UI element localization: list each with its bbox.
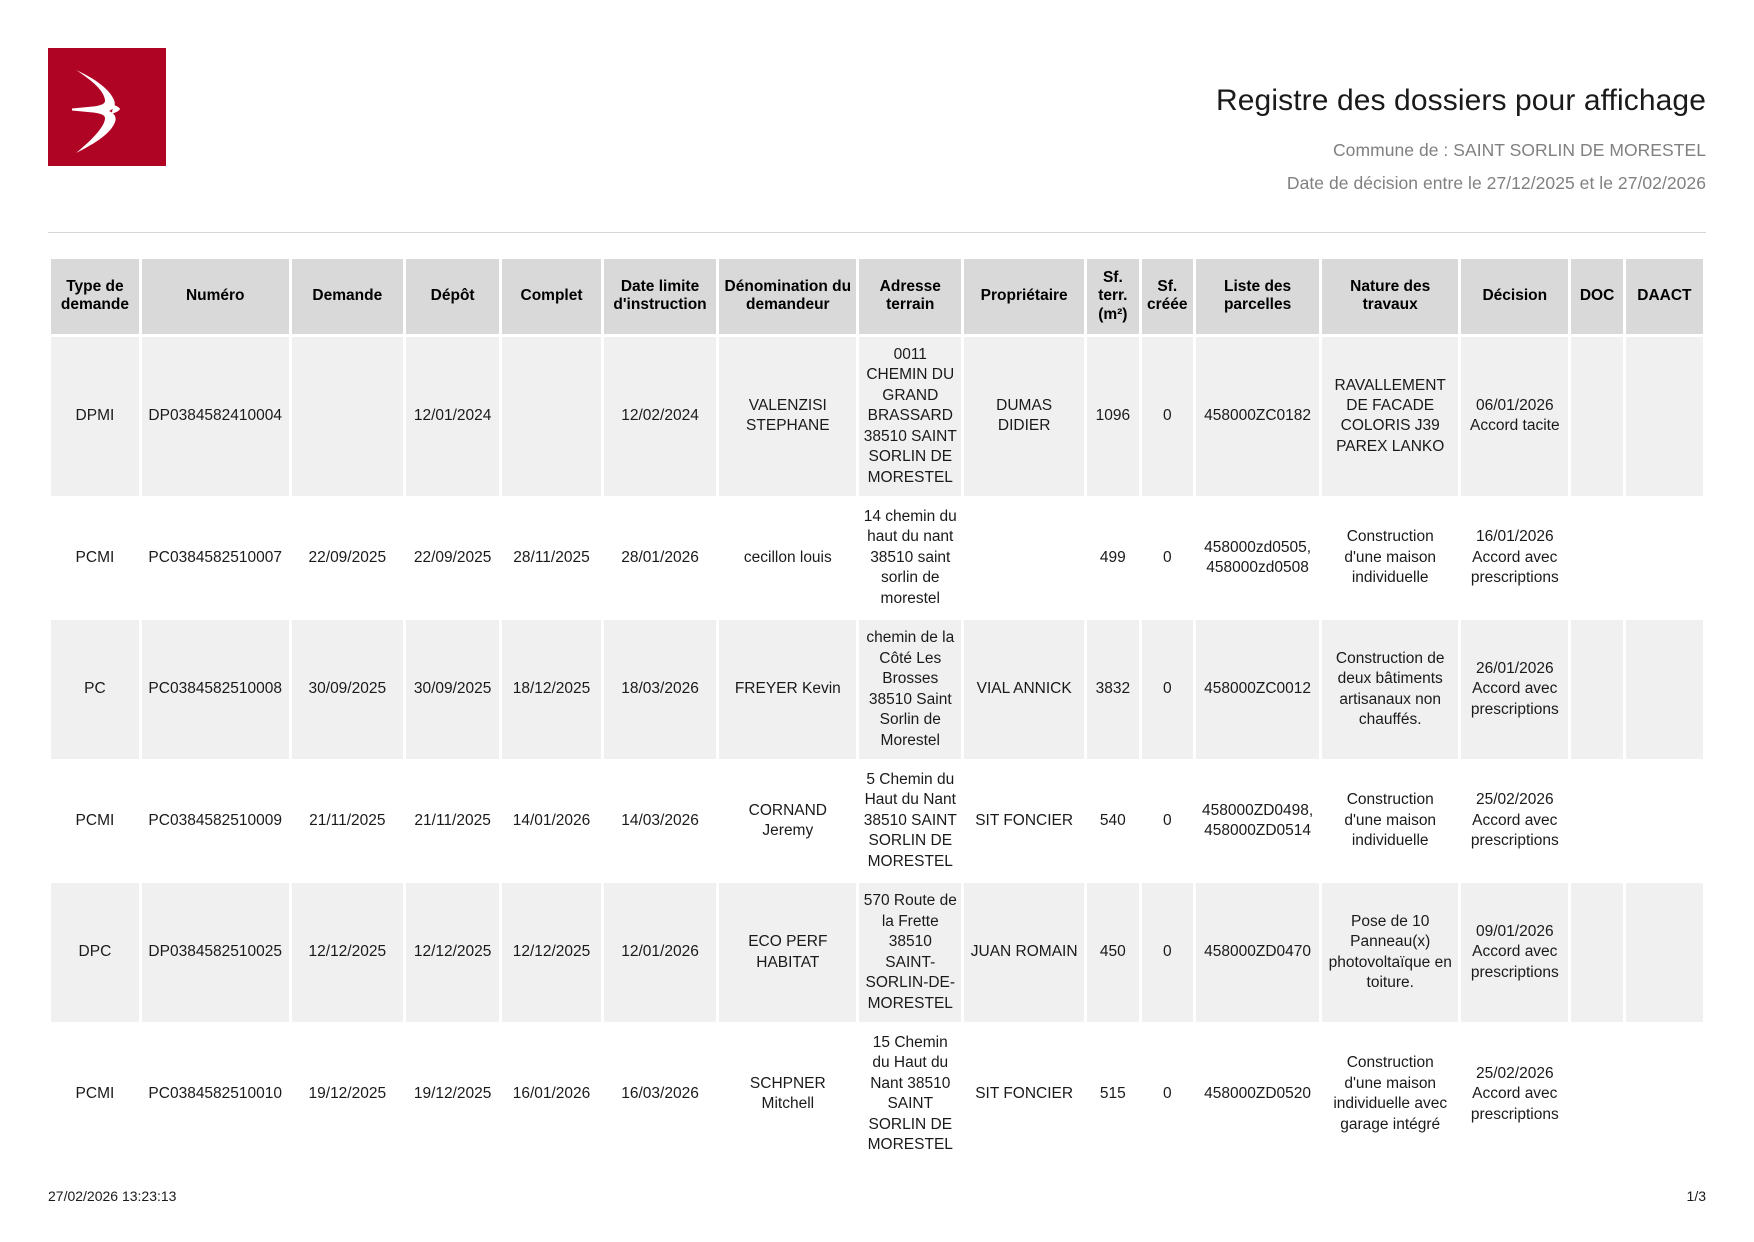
cell-surface-creee: 0 — [1142, 620, 1193, 759]
cell-doc — [1571, 762, 1622, 880]
cell-nature-travaux: Construction d'une maison individuelle avec garage intégré — [1322, 1025, 1458, 1164]
cell-nature-travaux: Construction d'une maison individuelle — [1322, 499, 1458, 617]
cell-numero: DP0384582510025 — [142, 883, 289, 1022]
table-row — [51, 762, 1703, 880]
cell-daact — [1626, 1025, 1703, 1164]
cell-numero: PC0384582510009 — [142, 762, 289, 880]
column-header-numero: Numéro — [142, 259, 289, 334]
cell-complet: 12/12/2025 — [502, 883, 601, 1022]
cell-proprietaire: VIAL ANNICK — [964, 620, 1084, 759]
cell-decision: 09/01/2026 Accord avec prescriptions — [1461, 883, 1568, 1022]
cell-numero: PC0384582510007 — [142, 499, 289, 617]
cell-type-demande: DPMI — [51, 337, 139, 496]
table-row — [51, 620, 1703, 759]
cell-surface-terrain: 515 — [1087, 1025, 1138, 1164]
cell-proprietaire: JUAN ROMAIN — [964, 883, 1084, 1022]
cell-depot: 22/09/2025 — [406, 499, 499, 617]
cell-complet: 16/01/2026 — [502, 1025, 601, 1164]
cell-date-limite: 28/01/2026 — [604, 499, 716, 617]
cell-nature-travaux: Construction d'une maison individuelle — [1322, 762, 1458, 880]
column-header-adresse-terrain: Adresse terrain — [859, 259, 961, 334]
cell-proprietaire: SIT FONCIER — [964, 1025, 1084, 1164]
cell-surface-creee: 0 — [1142, 883, 1193, 1022]
cell-complet: 14/01/2026 — [502, 762, 601, 880]
cell-denomination: cecillon louis — [719, 499, 856, 617]
table-header-row — [51, 259, 1703, 334]
cell-decision: 16/01/2026 Accord avec prescriptions — [1461, 499, 1568, 617]
cell-parcelles: 458000ZC0182 — [1196, 337, 1319, 496]
cell-surface-terrain: 1096 — [1087, 337, 1138, 496]
cell-adresse: 14 chemin du haut du nant 38510 saint sorlin de morestel — [859, 499, 961, 617]
cell-decision: 25/02/2026 Accord avec prescriptions — [1461, 1025, 1568, 1164]
cell-nature-travaux: Pose de 10 Panneau(x) photovoltaïque en toiture. — [1322, 883, 1458, 1022]
cell-depot: 12/01/2024 — [406, 337, 499, 496]
column-header-doc: DOC — [1571, 259, 1622, 334]
cell-depot: 30/09/2025 — [406, 620, 499, 759]
column-header-complet: Complet — [502, 259, 601, 334]
cell-type-demande: PCMI — [51, 1025, 139, 1164]
table-row — [51, 499, 1703, 617]
cell-daact — [1626, 620, 1703, 759]
date-range-line: Date de décision entre le 27/12/2025 et le 27/02/2026 — [1286, 173, 1706, 193]
column-header-demande: Demande — [292, 259, 403, 334]
column-header-daact: DAACT — [1626, 259, 1703, 334]
column-header-proprietaire: Propriétaire — [964, 259, 1084, 334]
cell-parcelles: 458000ZC0012 — [1196, 620, 1319, 759]
cell-adresse: 5 Chemin du Haut du Nant 38510 SAINT SORLIN DE MORESTEL — [859, 762, 961, 880]
document-header — [48, 42, 1706, 212]
cell-adresse: 15 Chemin du Haut du Nant 38510 SAINT SORLIN DE MORESTEL — [859, 1025, 961, 1164]
column-header-type-demande: Type de demande — [51, 259, 139, 334]
cell-proprietaire — [964, 499, 1084, 617]
cell-doc — [1571, 499, 1622, 617]
cell-surface-terrain: 3832 — [1087, 620, 1138, 759]
column-header-nature-travaux: Nature des travaux — [1322, 259, 1458, 334]
column-header-surface-terrain: Sf. terr. (m²) — [1087, 259, 1138, 334]
cell-daact — [1626, 762, 1703, 880]
cell-decision: 26/01/2026 Accord avec prescriptions — [1461, 620, 1568, 759]
cell-date-limite: 12/01/2026 — [604, 883, 716, 1022]
column-header-decision: Décision — [1461, 259, 1568, 334]
table-row — [51, 1025, 1703, 1164]
cell-demande: 22/09/2025 — [292, 499, 403, 617]
cell-date-limite: 18/03/2026 — [604, 620, 716, 759]
cell-date-limite: 14/03/2026 — [604, 762, 716, 880]
column-header-liste-parcelles: Liste des parcelles — [1196, 259, 1319, 334]
cell-demande — [292, 337, 403, 496]
cell-demande: 19/12/2025 — [292, 1025, 403, 1164]
column-header-date-limite-instruction: Date limite d'instruction — [604, 259, 716, 334]
cell-doc — [1571, 1025, 1622, 1164]
cell-numero: PC0384582510010 — [142, 1025, 289, 1164]
cell-numero: DP0384582410004 — [142, 337, 289, 496]
footer-page-number: 1/3 — [1686, 1188, 1706, 1204]
cell-surface-creee: 0 — [1142, 1025, 1193, 1164]
title-block — [806, 42, 1706, 194]
cell-demande: 30/09/2025 — [292, 620, 403, 759]
cell-complet: 28/11/2025 — [502, 499, 601, 617]
cell-nature-travaux: RAVALLEMENT DE FACADE COLORIS J39 PAREX LANKO — [1322, 337, 1458, 496]
cell-doc — [1571, 620, 1622, 759]
header-divider — [48, 232, 1706, 233]
table-body — [51, 337, 1703, 1164]
cell-adresse: 570 Route de la Frette 38510 SAINT-SORLIN-DE-MORESTEL — [859, 883, 961, 1022]
cell-type-demande: PCMI — [51, 499, 139, 617]
cell-parcelles: 458000ZD0498, 458000ZD0514 — [1196, 762, 1319, 880]
cell-adresse: 0011 CHEMIN DU GRAND BRASSARD 38510 SAINT SORLIN DE MORESTEL — [859, 337, 961, 496]
cell-doc — [1571, 337, 1622, 496]
cell-complet: 18/12/2025 — [502, 620, 601, 759]
registre-table — [48, 256, 1706, 1167]
cell-date-limite: 16/03/2026 — [604, 1025, 716, 1164]
cell-surface-terrain: 540 — [1087, 762, 1138, 880]
cell-proprietaire: DUMAS DIDIER — [964, 337, 1084, 496]
cell-denomination: SCHPNER Mitchell — [719, 1025, 856, 1164]
table-row — [51, 337, 1703, 496]
column-header-denomination-demandeur: Dénomination du demandeur — [719, 259, 856, 334]
cell-denomination: FREYER Kevin — [719, 620, 856, 759]
document-footer — [48, 1188, 1706, 1208]
registre-table-container — [48, 256, 1706, 1167]
cell-parcelles: 458000ZD0520 — [1196, 1025, 1319, 1164]
cell-denomination: VALENZISI STEPHANE — [719, 337, 856, 496]
cell-depot: 19/12/2025 — [406, 1025, 499, 1164]
cell-adresse: chemin de la Côté Les Brosses 38510 Saint Sorlin de Morestel — [859, 620, 961, 759]
cell-daact — [1626, 883, 1703, 1022]
cell-surface-terrain: 450 — [1087, 883, 1138, 1022]
column-header-surface-creee: Sf. créée — [1142, 259, 1193, 334]
cell-surface-creee: 0 — [1142, 762, 1193, 880]
cell-surface-creee: 0 — [1142, 337, 1193, 496]
cell-type-demande: DPC — [51, 883, 139, 1022]
footer-timestamp: 27/02/2026 13:23:13 — [48, 1188, 177, 1204]
cell-doc — [1571, 883, 1622, 1022]
cell-demande: 12/12/2025 — [292, 883, 403, 1022]
cell-date-limite: 12/02/2024 — [604, 337, 716, 496]
page-title: Registre des dossiers pour affichage — [1216, 84, 1706, 117]
cell-type-demande: PCMI — [51, 762, 139, 880]
cell-numero: PC0384582510008 — [142, 620, 289, 759]
cell-complet — [502, 337, 601, 496]
cell-depot: 12/12/2025 — [406, 883, 499, 1022]
column-header-depot: Dépôt — [406, 259, 499, 334]
cell-decision: 06/01/2026 Accord tacite — [1461, 337, 1568, 496]
cell-type-demande: PC — [51, 620, 139, 759]
cell-surface-creee: 0 — [1142, 499, 1193, 617]
commune-line: Commune de : SAINT SORLIN DE MORESTEL — [1332, 140, 1706, 160]
cell-decision: 25/02/2026 Accord avec prescriptions — [1461, 762, 1568, 880]
cell-daact — [1626, 499, 1703, 617]
cell-parcelles: 458000ZD0470 — [1196, 883, 1319, 1022]
cell-proprietaire: SIT FONCIER — [964, 762, 1084, 880]
logo-swallow-icon — [48, 48, 166, 166]
cell-demande: 21/11/2025 — [292, 762, 403, 880]
cell-surface-terrain: 499 — [1087, 499, 1138, 617]
cell-parcelles: 458000zd0505, 458000zd0508 — [1196, 499, 1319, 617]
cell-nature-travaux: Construction de deux bâtiments artisanaux non chauffés. — [1322, 620, 1458, 759]
cell-daact — [1626, 337, 1703, 496]
cell-denomination: ECO PERF HABITAT — [719, 883, 856, 1022]
cell-denomination: CORNAND Jeremy — [719, 762, 856, 880]
cell-depot: 21/11/2025 — [406, 762, 499, 880]
table-row — [51, 883, 1703, 1022]
